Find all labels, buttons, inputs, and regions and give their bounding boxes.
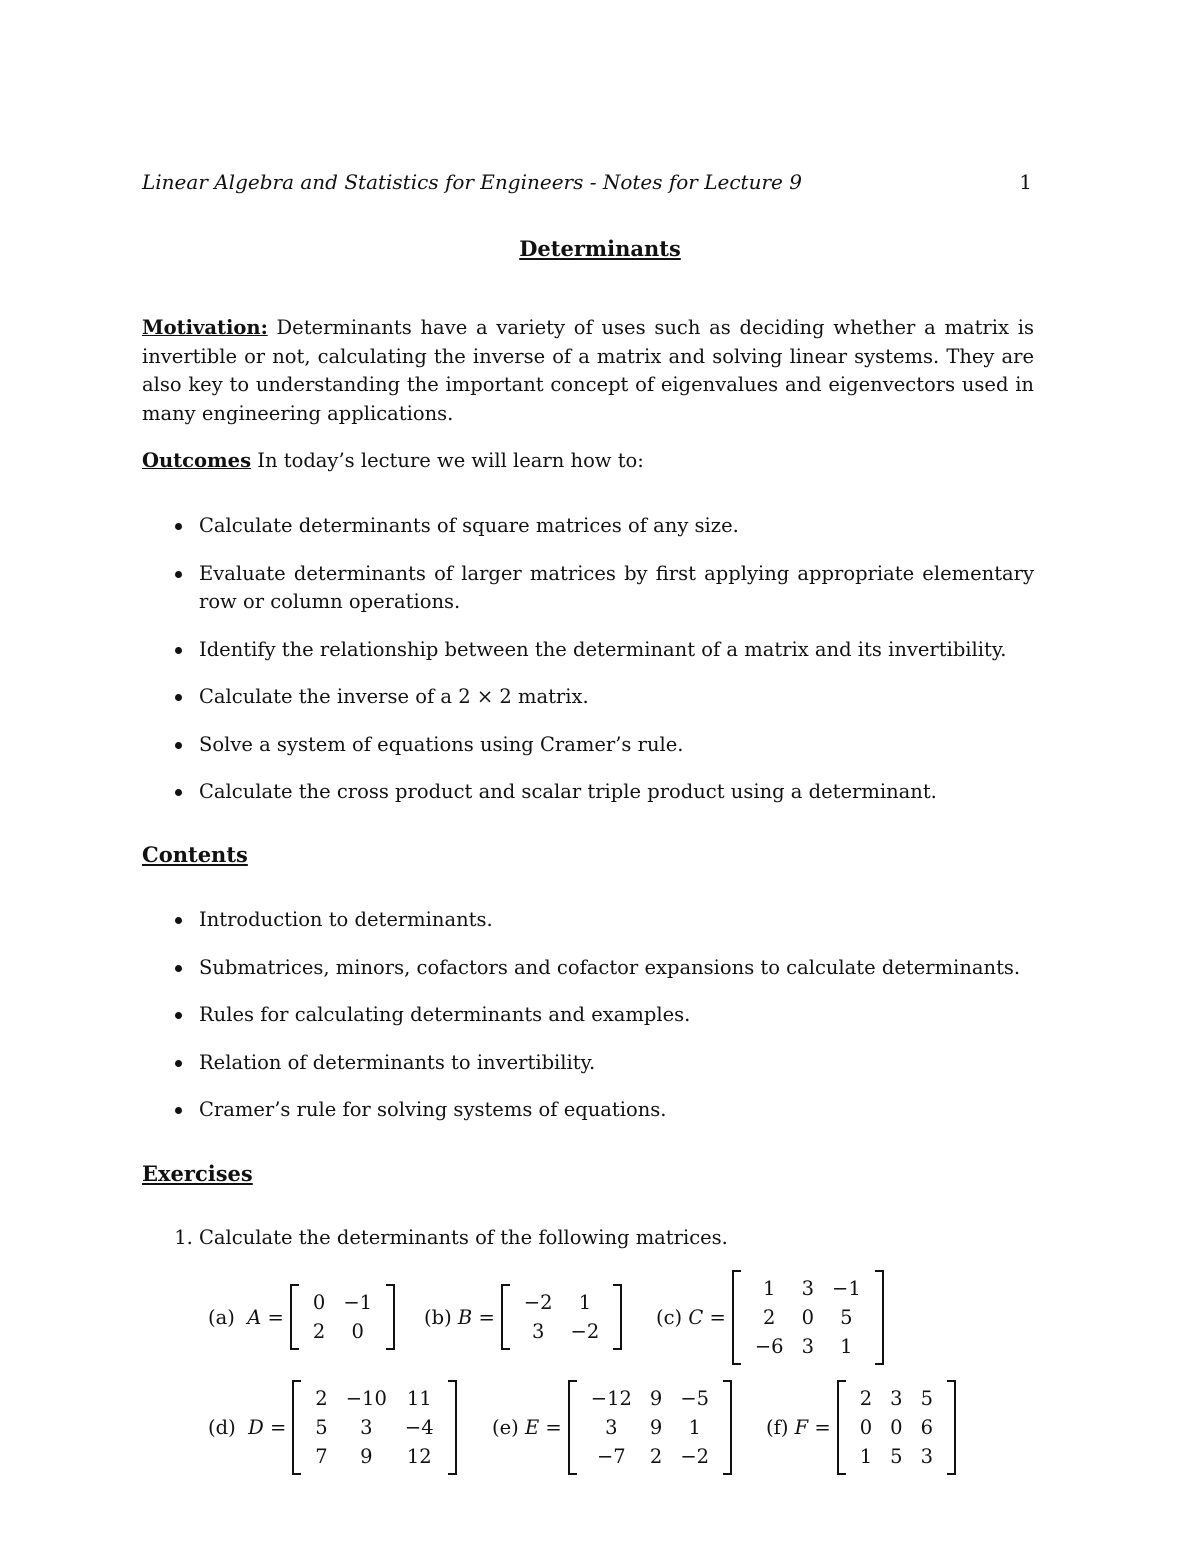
matrix-row [306, 1384, 442, 1413]
matrix-cell: 5 [315, 1416, 328, 1439]
matrix-cell: 9 [360, 1445, 373, 1468]
matrix-cell: 1 [840, 1335, 853, 1358]
matrix-bracket [501, 1284, 623, 1350]
list-item: Rules for calculating determinants and examples. [142, 1001, 1034, 1030]
matrix-bracket [837, 1380, 956, 1475]
motivation-text: Determinants have a variety of uses such as deciding whether a matrix is invertible or not, calculating the inverse of a matrix and solving linear systems. They are also key to understanding the important concept of eigenvalues and eigenvectors used in many engineering applications. [142, 316, 1034, 425]
matrix-row [582, 1413, 718, 1442]
bullet-icon [175, 647, 182, 654]
bullet-icon [175, 742, 182, 749]
matrix-cell: 1 [859, 1445, 873, 1468]
list-item: Relation of determinants to invertibility. [142, 1049, 1034, 1078]
bullet-icon [175, 571, 182, 578]
list-item: Submatrices, minors, cofactors and cofactor expansions to calculate determinants. [142, 954, 1034, 983]
matrix-cell: 5 [840, 1306, 853, 1329]
matrix-cell: 0 [801, 1306, 814, 1329]
matrix-cell: −2 [523, 1291, 553, 1314]
list-item: Calculate the cross product and scalar triple product using a determinant. [142, 778, 1034, 807]
matrix-cell: 2 [859, 1387, 873, 1410]
list-item: Cramer’s rule for solving systems of equations. [142, 1096, 1034, 1125]
matrix-cell: 5 [890, 1445, 903, 1468]
matrix-cell: 0 [859, 1416, 873, 1439]
matrix-row [515, 1317, 609, 1346]
matrix-cell: 5 [920, 1387, 933, 1410]
matrix-row [582, 1384, 718, 1413]
matrix-cell: 0 [890, 1416, 903, 1439]
matrix-row [851, 1442, 942, 1471]
bullet-icon [175, 917, 182, 924]
outcomes-intro: In today’s lecture we will learn how to: [257, 449, 644, 472]
matrix-cell: −2 [570, 1320, 600, 1343]
page-title: Determinants [519, 236, 681, 261]
matrix-cell: 0 [351, 1320, 364, 1343]
matrix-cell: −6 [754, 1335, 784, 1358]
matrix-row [746, 1303, 870, 1332]
bullet-icon [175, 694, 182, 701]
outcomes-paragraph [142, 447, 1034, 476]
matrix-cell: 9 [649, 1416, 663, 1439]
matrix-cell: −1 [831, 1277, 861, 1300]
matrix-row [304, 1288, 381, 1317]
matrix-f: (f) F = 2 3 5 0 0 6 1 5 3 [766, 1380, 956, 1475]
running-header [142, 170, 1032, 194]
motivation-label: Motivation: [142, 316, 268, 339]
bullet-icon [175, 1012, 182, 1019]
matrix-table [851, 1384, 942, 1471]
matrix-row [746, 1332, 870, 1361]
list-item: Identify the relationship between the determinant of a matrix and its invertibility. [142, 636, 1034, 665]
matrix-cell: 11 [406, 1387, 432, 1410]
matrix-cell: 3 [801, 1335, 814, 1358]
matrix-table [582, 1384, 718, 1471]
matrix-b: (b) B = −2 1 3 −2 [424, 1284, 622, 1350]
matrix-row [746, 1274, 870, 1303]
exercise-text: Calculate the determinants of the following matrices. [199, 1226, 728, 1249]
matrix-cell: 1 [762, 1277, 776, 1300]
matrix-cell: −1 [343, 1291, 373, 1314]
contents-list [142, 906, 1034, 1125]
matrix-row [515, 1288, 609, 1317]
matrix-cell: 3 [920, 1445, 933, 1468]
matrix-cell: 0 [312, 1291, 326, 1314]
matrix-table [306, 1384, 442, 1471]
matrix-cell: 3 [605, 1416, 618, 1439]
matrix-cell: −12 [590, 1387, 632, 1410]
page-number: 1 [1019, 170, 1032, 194]
outcomes-label: Outcomes [142, 449, 252, 472]
matrix-cell: 2 [315, 1387, 328, 1410]
matrix-cell: 3 [531, 1320, 545, 1343]
bullet-icon [175, 1060, 182, 1067]
bullet-icon [175, 1107, 182, 1114]
matrix-table [746, 1274, 870, 1361]
outcomes-list [142, 512, 1034, 807]
matrix-cell: 2 [312, 1320, 326, 1343]
exercises-heading: Exercises [142, 1161, 253, 1186]
matrix-cell: −7 [596, 1445, 626, 1468]
matrix-row [306, 1442, 442, 1471]
matrix-cell: −5 [680, 1387, 710, 1410]
matrix-c: (c) C = 1 3 −1 2 0 5 −6 3 1 [656, 1270, 884, 1365]
matrix-cell: 9 [649, 1387, 663, 1410]
matrix-cell: −10 [345, 1387, 387, 1410]
list-item: Solve a system of equations using Cramer’s rule. [142, 731, 1034, 760]
matrix-bracket [290, 1284, 395, 1350]
list-item: Introduction to determinants. [142, 906, 1034, 935]
matrix-cell: 3 [890, 1387, 903, 1410]
matrix-row [851, 1413, 942, 1442]
matrix-cell: 3 [801, 1277, 814, 1300]
list-item: Evaluate determinants of larger matrices by first applying appropriate elementary row or column operations. [142, 560, 1034, 617]
matrix-cell: 6 [920, 1416, 933, 1439]
exercise-number: 1. [174, 1226, 193, 1249]
matrix-a: (a) A = 0 −1 2 0 [208, 1284, 395, 1350]
bullet-icon [175, 789, 182, 796]
matrix-cell: 12 [406, 1445, 432, 1468]
matrix-row [582, 1442, 718, 1471]
motivation-paragraph [142, 314, 1034, 428]
matrix-cell: 2 [762, 1306, 776, 1329]
contents-heading: Contents [142, 842, 248, 867]
bullet-icon [175, 523, 182, 530]
matrix-e: (e) E = −12 9 −5 3 9 1 −7 2 −2 [492, 1380, 732, 1475]
running-title: Linear Algebra and Statistics for Engineers - Notes for Lecture 9 [142, 170, 802, 194]
matrix-bracket [568, 1380, 732, 1475]
matrix-row [851, 1384, 942, 1413]
matrix-row [304, 1317, 381, 1346]
matrix-bracket [292, 1380, 456, 1475]
list-item: Calculate the inverse of a 2 × 2 matrix. [142, 683, 1034, 712]
matrix-table [304, 1288, 381, 1346]
matrix-cell: 2 [649, 1445, 663, 1468]
matrix-row [306, 1413, 442, 1442]
exercise-1 [142, 1226, 728, 1249]
matrix-d: (d) D = 2 −10 11 5 3 −4 7 9 12 [208, 1380, 457, 1475]
matrix-table [515, 1288, 609, 1346]
matrix-cell: 1 [688, 1416, 701, 1439]
bullet-icon [175, 965, 182, 972]
matrix-cell: 3 [360, 1416, 373, 1439]
list-item: Calculate determinants of square matrices of any size. [142, 512, 1034, 541]
matrix-cell: 7 [315, 1445, 328, 1468]
matrix-cell: −4 [404, 1416, 434, 1439]
matrix-cell: 1 [578, 1291, 592, 1314]
matrix-cell: −2 [680, 1445, 710, 1468]
matrix-bracket [732, 1270, 884, 1365]
